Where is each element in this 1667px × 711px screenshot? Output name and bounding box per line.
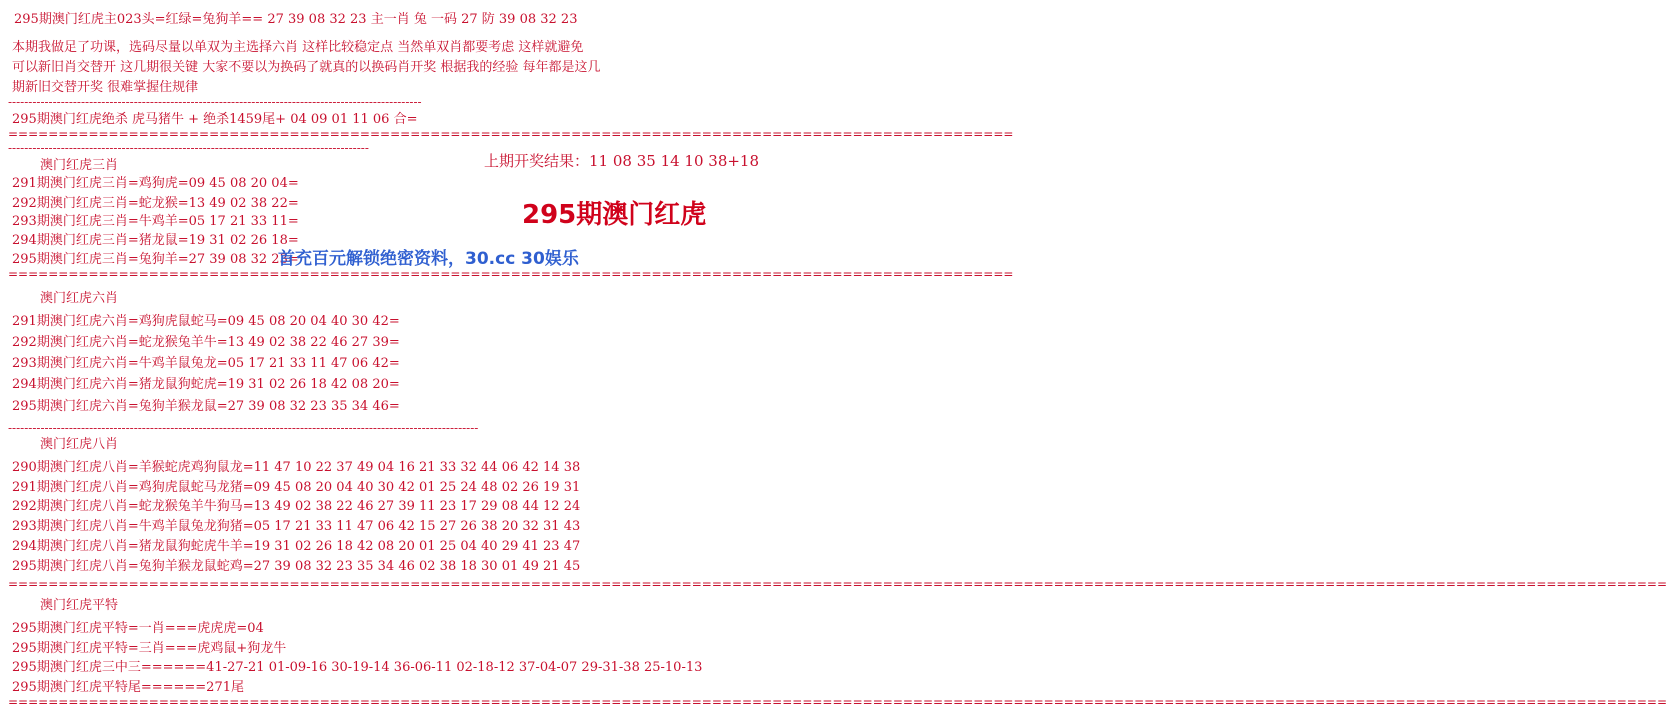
header-line: 295期澳门红虎主023头=红绿=兔狗羊== 27 39 08 32 23 主一肖 兔 一码 27 防 39 08 32 23 xyxy=(14,12,578,27)
divider: ------------------------------------------------------------------------------------------------------ xyxy=(8,95,422,109)
list-item: 292期澳门红虎八肖=蛇龙猴兔羊牛狗马=13 49 02 38 22 46 27 39 11 23 17 29 08 44 12 24 xyxy=(12,499,581,514)
last-result: 上期开奖结果：11 08 35 14 10 38+18 xyxy=(484,152,760,170)
list-item: 291期澳门红虎八肖=鸡狗虎鼠蛇马龙猪=09 45 08 20 04 40 30 42 01 25 24 48 02 26 19 31 xyxy=(12,480,581,495)
list-item: 294期澳门红虎八肖=猪龙鼠狗蛇虎牛羊=19 31 02 26 18 42 08 20 01 25 04 40 29 41 23 47 xyxy=(12,539,581,554)
list-item: 292期澳门红虎三肖=蛇龙猴=13 49 02 38 22= xyxy=(12,196,299,211)
intro-text-1: 本期我做足了功课，选码尽量以单双为主选择六肖 这样比较稳定点 当然单双肖都要考虑 这样就避免 xyxy=(12,40,584,55)
list-item: 295期澳门红虎八肖=兔狗羊猴龙鼠蛇鸡=27 39 08 32 23 35 34 46 02 38 18 30 01 49 21 45 xyxy=(12,559,581,574)
list-item: 291期澳门红虎三肖=鸡狗虎=09 45 08 20 04= xyxy=(12,176,299,191)
divider: ===================================================================================================================================================================== xyxy=(8,695,1667,709)
divider: ===================================================================================================================================================================== xyxy=(8,577,1667,591)
divider: ==================================================================================================== xyxy=(8,267,1014,281)
watermark: 首充百元解锁绝密资料，30.cc 30娱乐 xyxy=(278,249,579,269)
list-item: 295期澳门红虎平特尾======271尾 xyxy=(12,680,244,695)
section-title-special: 澳门红虎平特 xyxy=(40,598,119,613)
kill-line: 295期澳门红虎绝杀 虎马猪牛 + 绝杀1459尾+ 04 09 01 11 06 合= xyxy=(12,112,418,127)
list-item: 293期澳门红虎三肖=牛鸡羊=05 17 21 33 11= xyxy=(12,214,299,229)
banner-title: 295期澳门红虎 xyxy=(522,200,707,230)
list-item: 295期澳门红虎三肖=兔狗羊=27 39 08 32 23= xyxy=(12,252,299,267)
list-item: 295期澳门红虎平特=三肖===虎鸡鼠+狗龙牛 xyxy=(12,641,287,656)
divider: ==================================================================================================== xyxy=(8,127,1014,141)
list-item: 292期澳门红虎六肖=蛇龙猴兔羊牛=13 49 02 38 22 46 27 39= xyxy=(12,335,400,350)
divider: -------------------------------------------------------------------------------------------------------------------- xyxy=(8,421,479,435)
list-item: 295期澳门红虎平特=一肖===虎虎虎=04 xyxy=(12,621,264,636)
list-item: 291期澳门红虎六肖=鸡狗虎鼠蛇马=09 45 08 20 04 40 30 42= xyxy=(12,314,400,329)
section-title-six: 澳门红虎六肖 xyxy=(40,291,119,306)
intro-text-3: 期新旧交替开奖 很难掌握住规律 xyxy=(12,80,199,95)
list-item: 295期澳门红虎三中三======41-27-21 01-09-16 30-19-14 36-06-11 02-18-12 37-04-07 29-31-38 25-10-13 xyxy=(12,660,703,675)
list-item: 293期澳门红虎六肖=牛鸡羊鼠兔龙=05 17 21 33 11 47 06 42= xyxy=(12,356,400,371)
intro-text-2: 可以新旧肖交替开 这几期很关键 大家不要以为换码了就真的以换码肖开奖 根据我的经验 每年都是这几 xyxy=(12,60,601,75)
list-item: 294期澳门红虎六肖=猪龙鼠狗蛇虎=19 31 02 26 18 42 08 20= xyxy=(12,377,400,392)
section-title-three: 澳门红虎三肖 xyxy=(40,158,119,173)
list-item: 290期澳门红虎八肖=羊猴蛇虎鸡狗鼠龙=11 47 10 22 37 49 04 16 21 33 32 44 06 42 14 38 xyxy=(12,460,581,475)
list-item: 293期澳门红虎八肖=牛鸡羊鼠兔龙狗猪=05 17 21 33 11 47 06 42 15 27 26 38 20 32 31 43 xyxy=(12,519,581,534)
list-item: 295期澳门红虎六肖=兔狗羊猴龙鼠=27 39 08 32 23 35 34 46= xyxy=(12,399,400,414)
divider: ----------------------------------------------------------------------------------------- xyxy=(8,141,369,155)
list-item: 294期澳门红虎三肖=猪龙鼠=19 31 02 26 18= xyxy=(12,233,299,248)
section-title-eight: 澳门红虎八肖 xyxy=(40,437,119,452)
